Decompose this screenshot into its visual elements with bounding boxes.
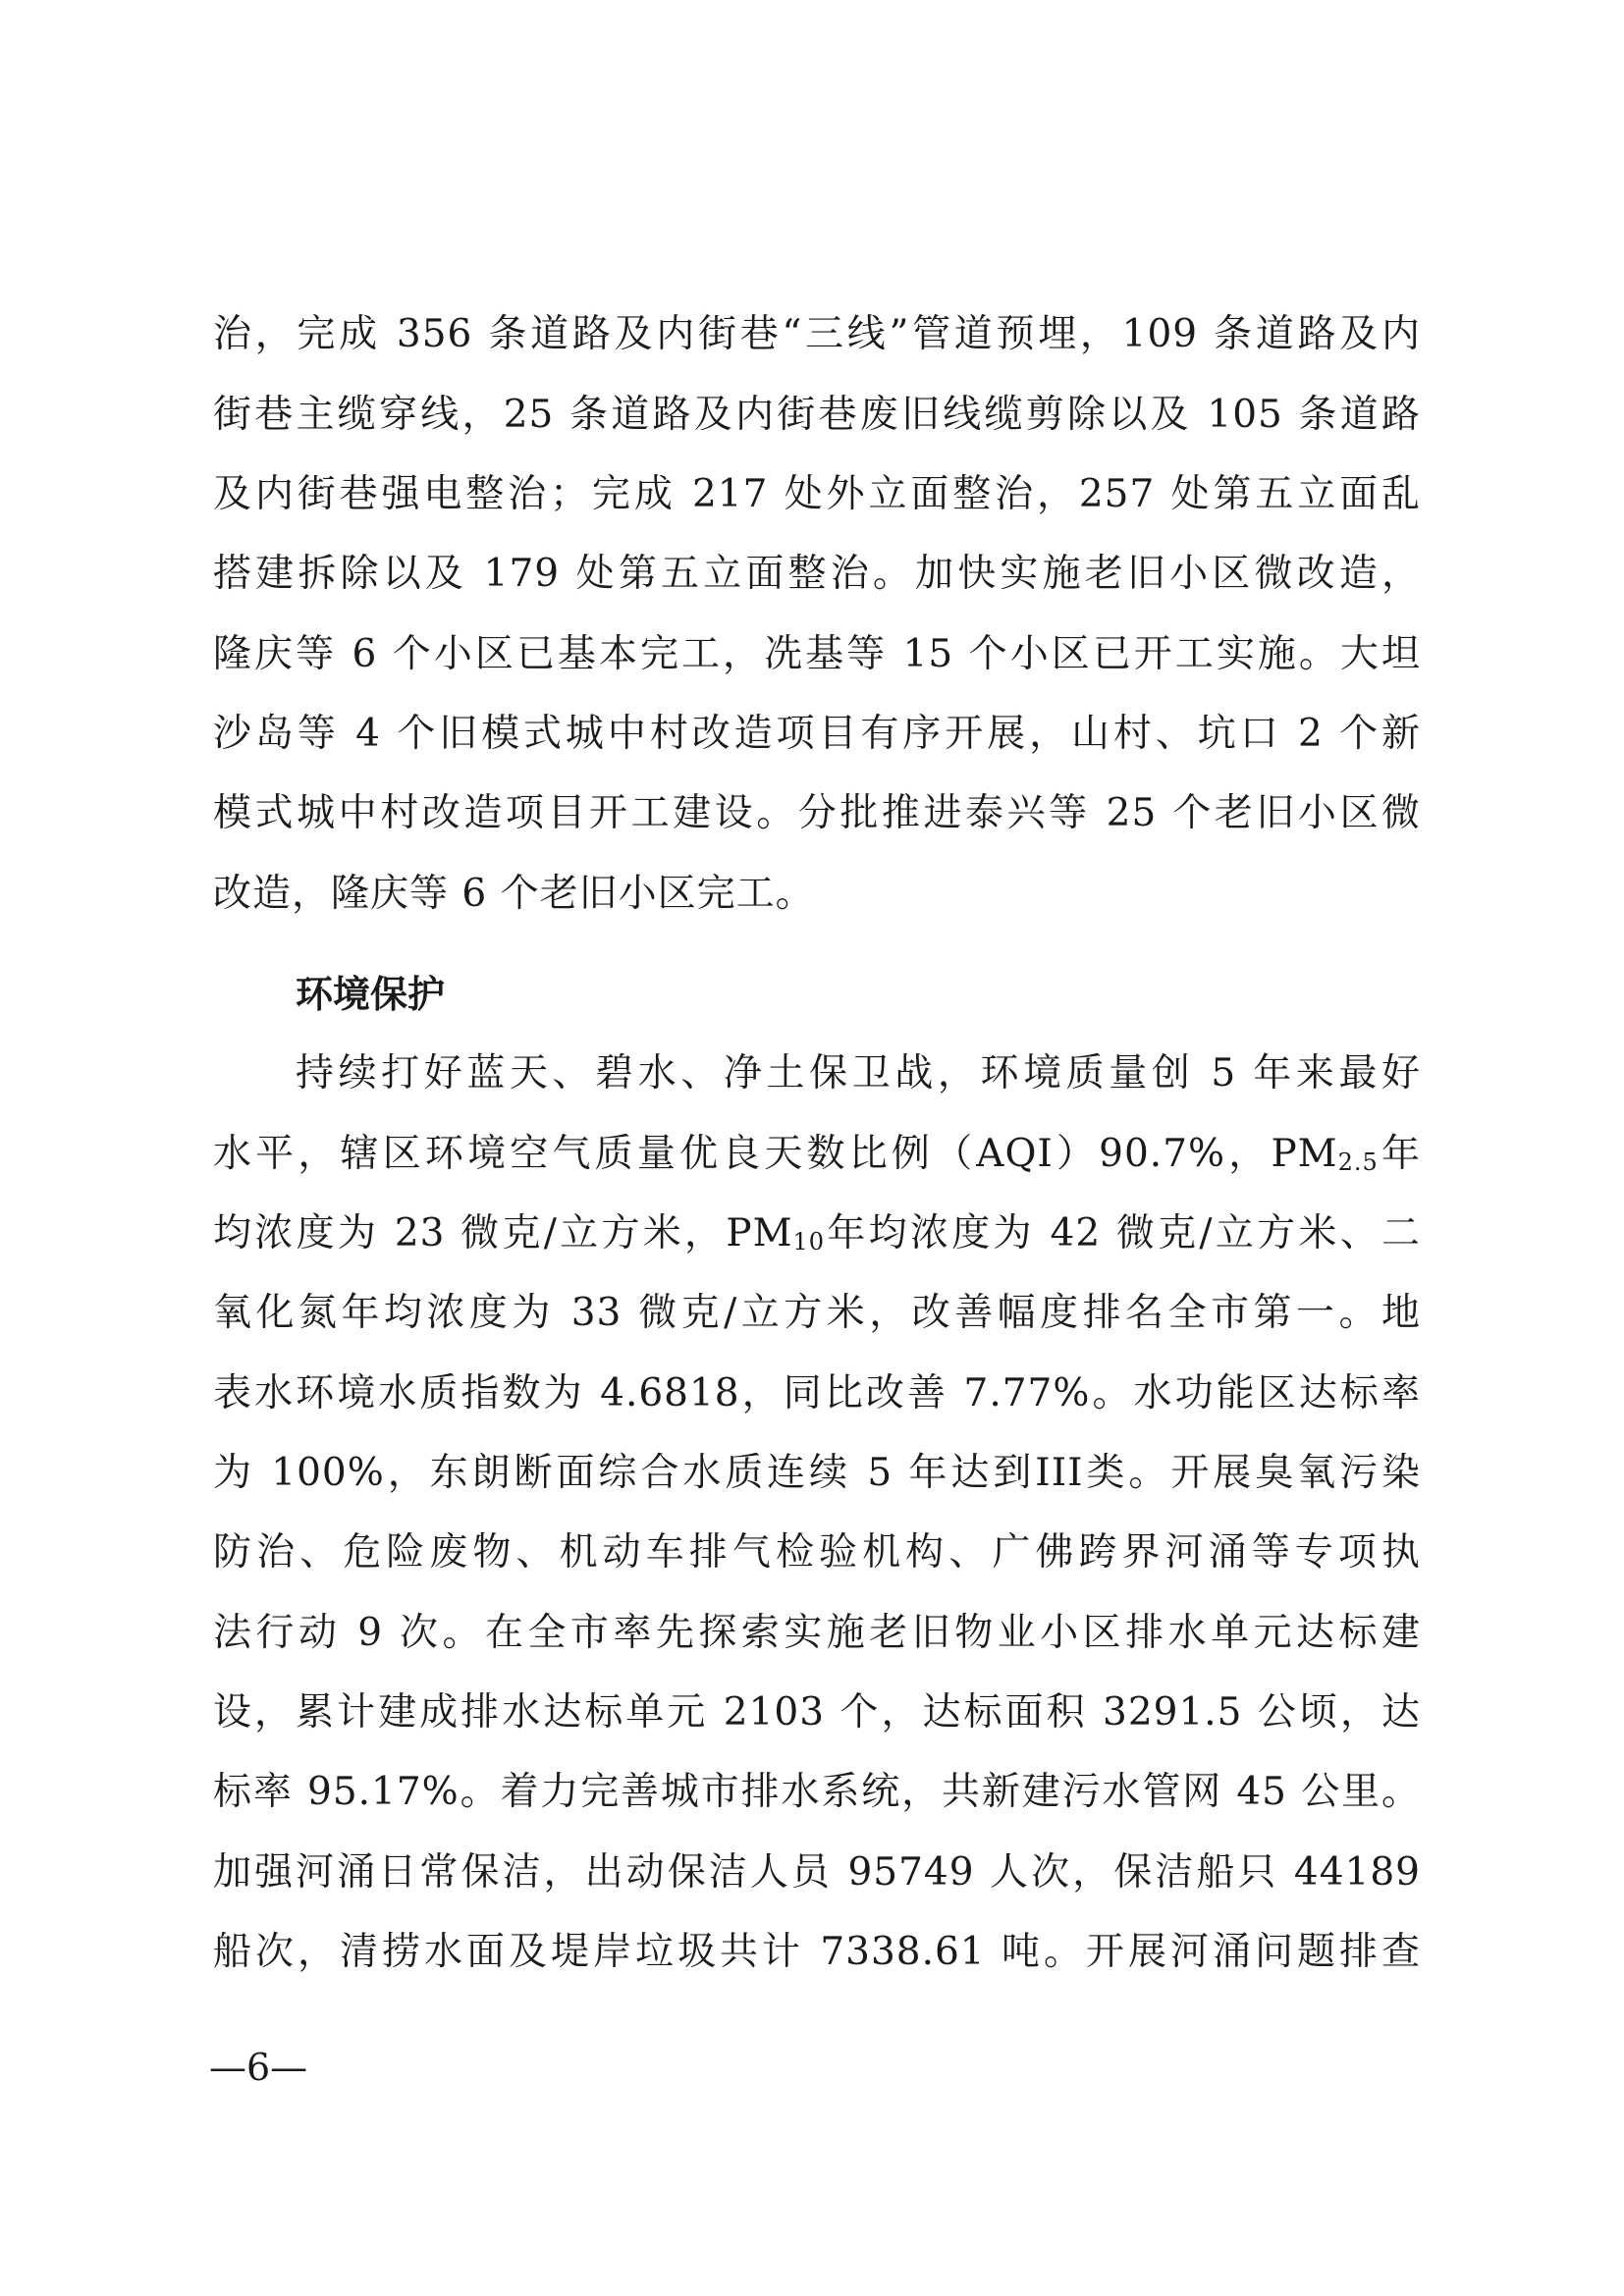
line-text: 年均浓度为 42 微克/立方米、二 [825,1211,1422,1255]
paragraph-line: 加强河涌日常保洁，出动保洁人员 95749 人次，保洁船只 44189 [213,1850,1421,1895]
line-text: 年 [1378,1132,1421,1176]
page-number: —6— [209,2046,308,2089]
paragraph-line: 改造，隆庆等 6 个老旧小区完工。 [213,872,815,916]
paragraph-line: 及内街巷强电整治；完成 217 处外立面整治，257 处第五立面乱 [213,472,1421,516]
line-text: 水平，辖区环境空气质量优良天数比例（AQI）90.7%，PM [213,1132,1338,1176]
paragraph-line: 表水环境水质指数为 4.6818，同比改善 7.77%。水功能区达标率 [213,1371,1421,1415]
paragraph-line: 治，完成 356 条道路及内街巷“三线”管道预埋，109 条道路及内 [213,312,1421,356]
paragraph-line: 模式城中村改造项目开工建设。分批推进泰兴等 25 个老旧小区微 [213,791,1421,835]
paragraph-line: 沙岛等 4 个旧模式城中村改造项目有序开展，山村、坑口 2 个新 [213,712,1421,756]
paragraph-line [213,1115,1421,1194]
paragraph-line: 船次，清捞水面及堤岸垃圾共计 7338.61 吨。开展河涌问题排查 [213,1930,1421,1974]
paragraph-line: 持续打好蓝天、碧水、净土保卫战，环境质量创 5 年来最好 [296,1051,1421,1095]
paragraph-line: 设，累计建成排水达标单元 2103 个，达标面积 3291.5 公顷，达 [213,1690,1421,1735]
paragraph-line: 街巷主缆穿线，25 条道路及内街巷废旧线缆剪除以及 105 条道路 [213,393,1421,437]
paragraph-line: 氧化氮年均浓度为 33 微克/立方米，改善幅度排名全市第一。地 [213,1291,1421,1335]
paragraph-line: 为 100%，东朗断面综合水质连续 5 年达到III类。开展臭氧污染 [213,1451,1421,1495]
paragraph-line: 防治、危险废物、机动车排气检验机构、广佛跨界河涌等专项执 [213,1530,1421,1575]
subscript: 10 [792,1228,826,1255]
subscript: 2.5 [1337,1148,1379,1176]
paragraph-line [213,1195,1421,1273]
paragraph-line: 法行动 9 次。在全市率先探索实施老旧物业小区排水单元达标建 [213,1611,1421,1655]
paragraph-line: 搭建拆除以及 179 处第五立面整治。加快实施老旧小区微改造， [213,552,1421,596]
line-text: 均浓度为 23 微克/立方米，PM [213,1211,793,1255]
paragraph-line: 隆庆等 6 个小区已基本完工，冼基等 15 个小区已开工实施。大坦 [213,632,1421,676]
paragraph-line: 标率 95.17%。着力完善城市排水系统，共新建污水管网 45 公里。 [213,1770,1421,1814]
section-heading: 环境保护 [296,973,446,1016]
